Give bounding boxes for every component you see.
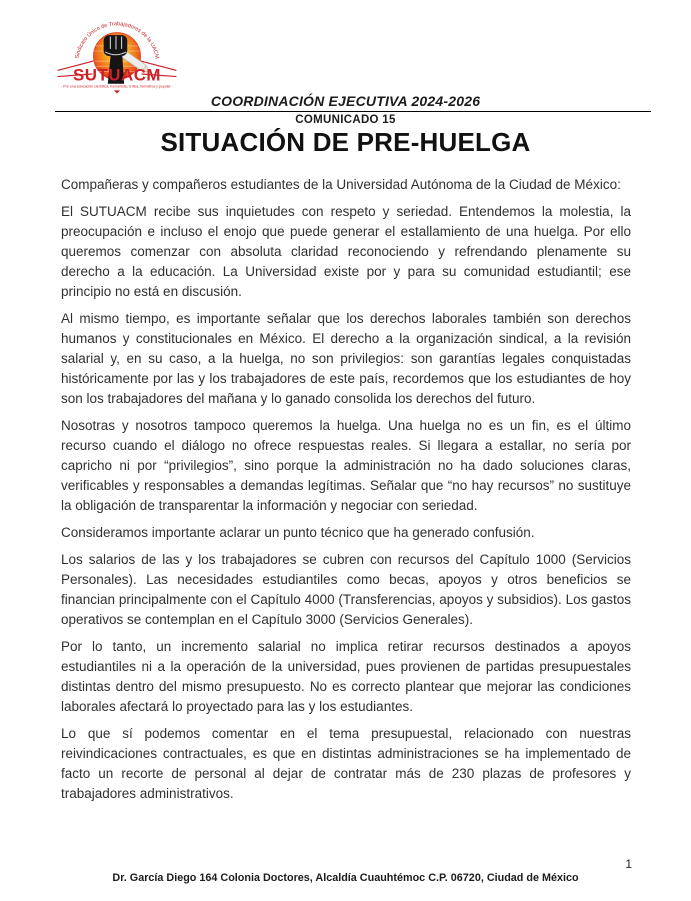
document-body (61, 175, 631, 811)
coordination-heading: COORDINACIÓN EJECUTIVA 2024-2026 (210, 93, 481, 109)
logo-acronym: SUTUACM (72, 65, 162, 85)
comunicado-number: COMUNICADO 15 (295, 114, 396, 126)
paragraph: Lo que sí podemos comentar en el tema presupuestal, relacionado con nuestras reivindicaciones contractuales, es que en distintas administraciones se ha implementado de facto un recorte de personal al dejar de contratar más de 230 plazas de profesores y trabajadores administrativos. (61, 726, 631, 801)
sutuacm-logo (54, 11, 180, 95)
paragraph: Al mismo tiempo, es importante señalar que los derechos laborales también son derechos humanos y constitucionales en México. El derecho a la organización sindical, a la revisión salarial y, en su caso, a la huelga, no son privilegios: son garantías legales conquistadas históricamente por las y los trabajadores de este país, recordemos que los estudiantes de hoy son los trabajadores del mañana y lo ganado consolida los derechos del futuro. (61, 311, 631, 406)
header-rule (55, 111, 651, 112)
logo-arc-text: Sindicato Único de Trabajadores de la UACM (74, 21, 160, 60)
paragraph: Los salarios de las y los trabajadores se cubren con recursos del Capítulo 1000 (Servicios Personales). Las necesidades estudiantiles como becas, apoyos y otros beneficios se financian principalmente con el Capítulo 4000 (Transferencias, apoyos y subsidios). Los gastos operativos se contemplan en el Capítulo 3000 (Servicios Generales). (61, 552, 631, 627)
paragraph: Nosotras y nosotros tampoco queremos la huelga. Una huelga no es un fin, es el último recurso cuando el diálogo no ofrece respuestas reales. Si llegara a estallar, no sería por capricho ni por “privilegios”, sino porque la administración no ha dado soluciones claras, verificables y responsables a demandas legítimas. Señalar que “no hay recursos” no sustituye la obligación de transparentar la información y negociar con seriedad. (61, 418, 631, 513)
document-title: SITUACIÓN DE PRE-HUELGA (160, 127, 531, 157)
paragraph: Consideramos importante aclarar un punto técnico que ha generado confusión. (61, 525, 535, 540)
logo-tagline: · Por una educación científica, humanista, crítica, formativa y popular · (61, 84, 173, 89)
paragraph: Por lo tanto, un incremento salarial no implica retirar recursos destinados a apoyos estudiantiles ni a la operación de la universidad, pues provienen de partidas presupuestales distintas dentro del mismo presupuesto. No es correcto plantear que mejorar las condiciones laborales afectará lo proyectado para las y los estudiantes. (61, 639, 631, 714)
sutuacm-logo-graphic (54, 11, 180, 95)
page-number: 1 (625, 857, 632, 871)
paragraph: El SUTUACM recibe sus inquietudes con respeto y seriedad. Entendemos la molestia, la preocupación e incluso el enojo que puede generar el estallamiento de una huelga. Por ello queremos comenzar con absoluta claridad reconociendo y refrendando plenamente su derecho a la educación. La Universidad existe por y para su comunidad estudiantil; ese principio no está en discusión. (61, 204, 631, 299)
paragraph-salutation: Compañeras y compañeros estudiantes de la Universidad Autónoma de la Ciudad de México: (61, 177, 621, 192)
footer-address: Dr. García Diego 164 Colonia Doctores, Alcaldía Cuauhtémoc C.P. 06720, Ciudad de México (112, 872, 579, 884)
page-footer (0, 829, 691, 901)
